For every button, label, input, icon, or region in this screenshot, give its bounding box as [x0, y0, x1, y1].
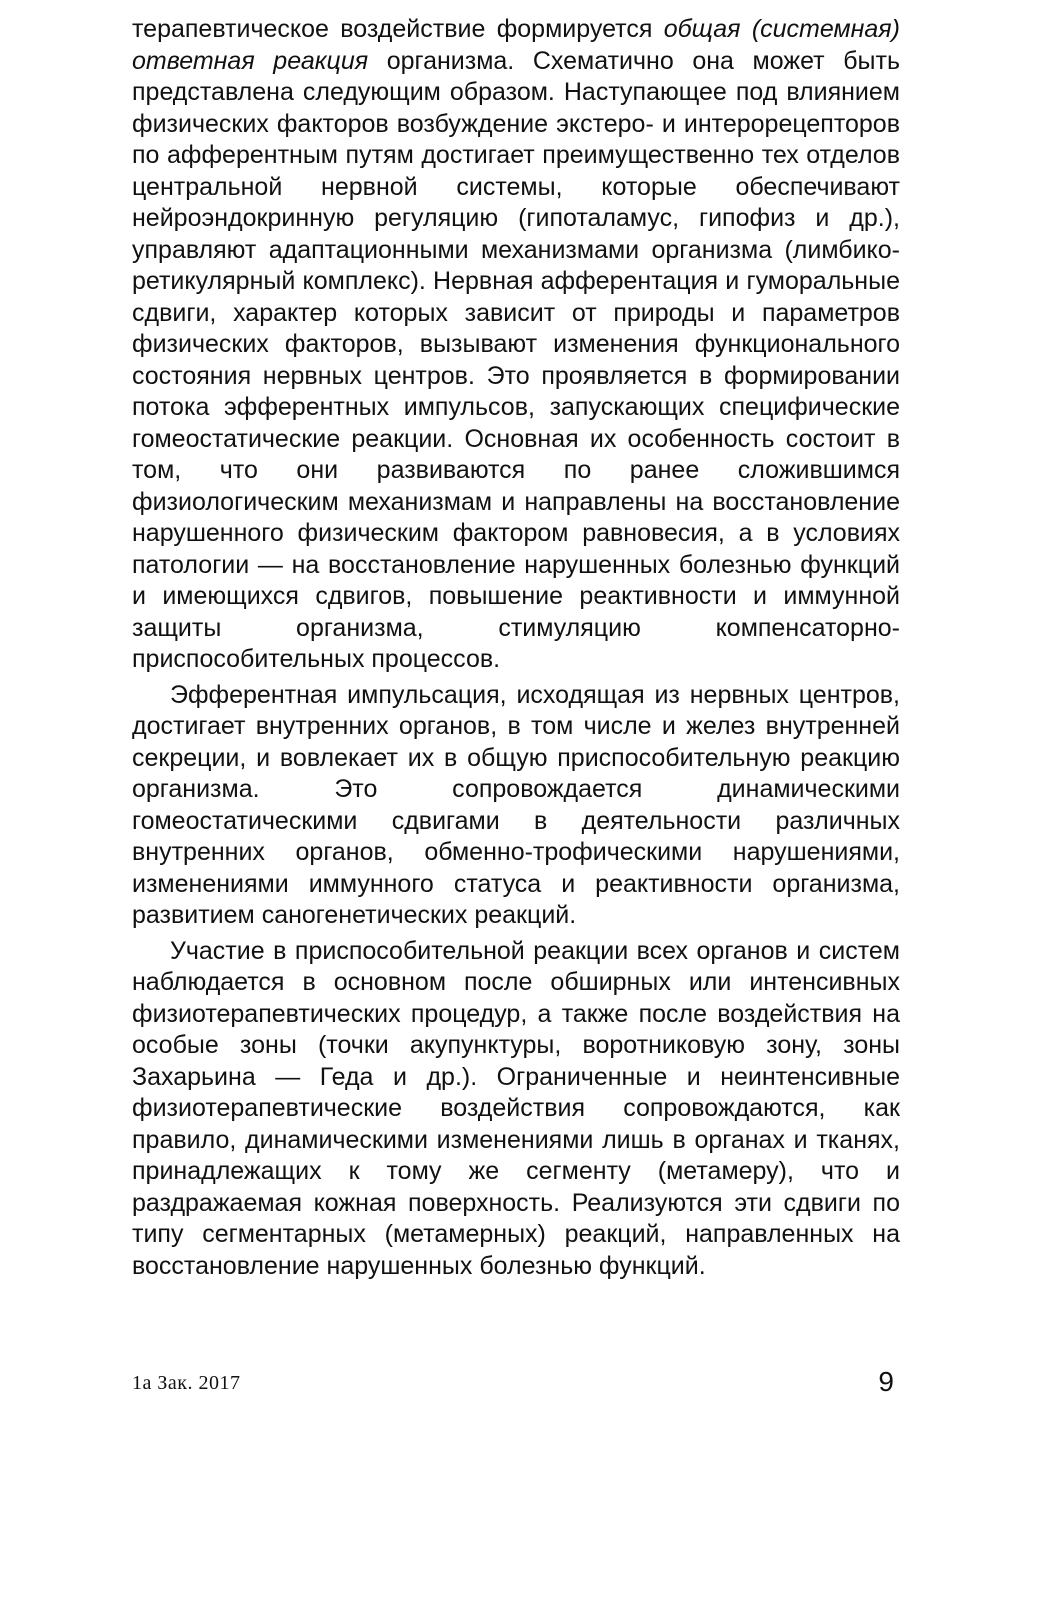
page-number: 9 — [878, 1366, 894, 1397]
paragraph-1 — [132, 14, 900, 676]
printing-signature: 1а Зак. 2017 — [132, 1372, 241, 1394]
page-footer — [132, 1366, 900, 1406]
paragraph-1-emphasis: общая (системная) ответная реакция — [132, 15, 900, 75]
paragraph-3: Участие в приспособительной реакции всех органов и систем наблюдается в основном после обширных или интенсивных физиотерапевтических процедур, а также после воздействия на особые зоны (точки акупунктуры, воротниковую зону, зоны Захарьина — Геда и др.). Ограниченные и неинтенсивные физиотерапевтические воздействия сопровождаются, как правило, динамическими изменениями лишь в органах и тканях, принадлежащих к тому же сегменту (метамеру), что и раздражаемая кожная поверхность. Реализуются эти сдвиги по типу сегментарных (метамерных) реакций, направленных на восстановление нарушенных болезнью функций. — [132, 936, 900, 1280]
paragraph-2: Эфферентная импульсация, исходящая из нервных центров, достигает внутренних органов, в том числе и желез внутренней секреции, и вовлекает их в общую приспособительную реакцию организма. Это сопровождается динамическими гомеостатическими сдвигами в деятельности различных внутренних органов, обменно-трофическими нарушениями, изменениями иммунного статуса и реактивности организма, развитием саногенетических реакций. — [132, 680, 900, 929]
paragraph-1-text-start: терапевтическое воздействие формируется — [132, 15, 664, 43]
page-body — [132, 14, 900, 1282]
paragraph-1-text-end: организма. Схематично она может быть представлена следующим образом. Наступающее под влиянием физических факторов возбуждение экстеро- и интерорецепторов по афферентным путям достигает преимущественно тех отделов центральной нервной системы, которые обеспечивают нейроэндокринную регуляцию (гипоталамус, гипофиз и др.), управляют адаптационными механизмами организма (лимбико-ретикулярный комплекс). Нервная афферентация и гуморальные сдвиги, характер которых зависит от природы и параметров физических факторов, вызывают изменения функционального состояния нервных центров. Это проявляется в формировании потока эфферентных импульсов, запускающих специфические гомеостатические реакции. Основная их особенность состоит в том, что они развиваются по ранее сложившимся физиологическим механизмам и направлены на восстановление нарушенного физическим фактором равновесия, а в условиях патологии — на восстановление нарушенных болезнью функций и имеющихся сдвигов, повышение реактивности и иммунной защиты организма, стимуляцию компенсаторно-приспособительных процессов. — [132, 46, 900, 673]
